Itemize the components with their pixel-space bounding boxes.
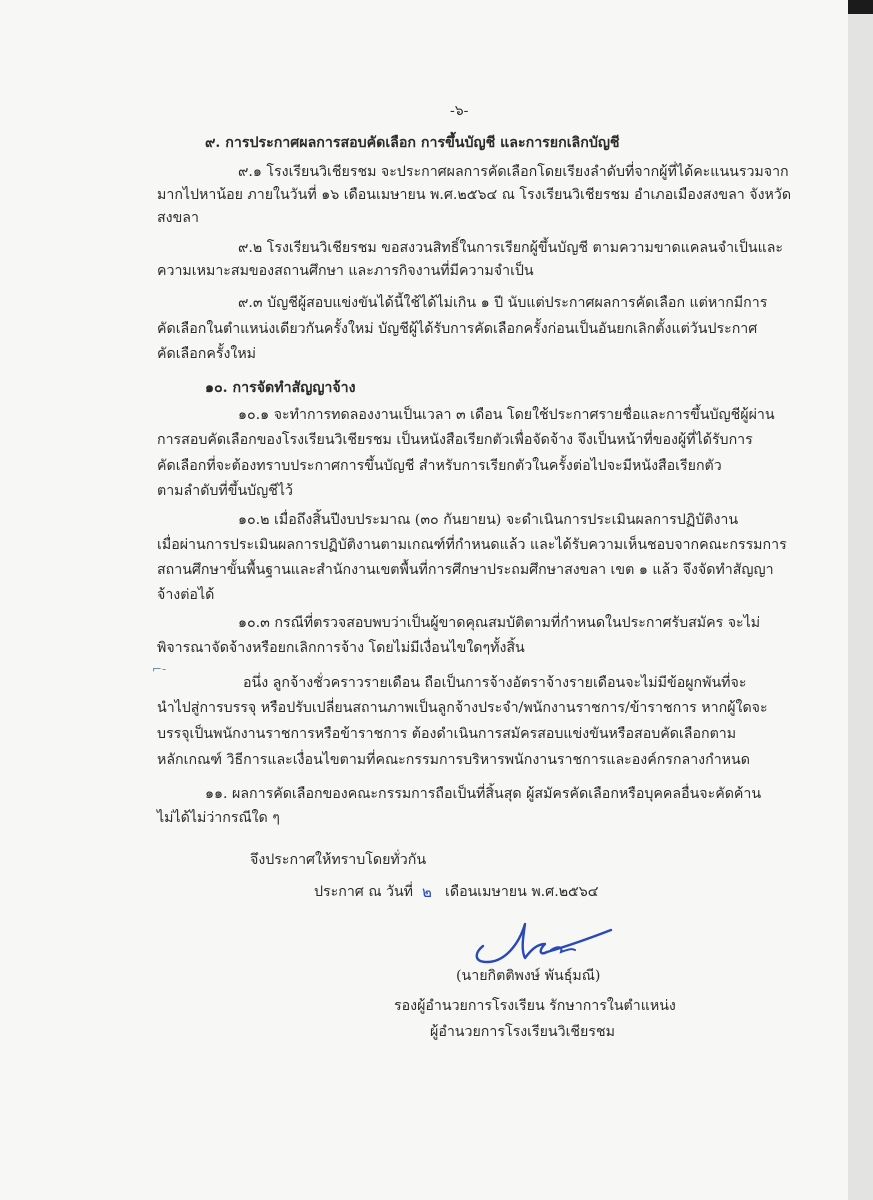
note-line-4: หลักเกณฑ์ วิธีการและเงื่อนไขตามที่คณะกรรมการบริหารพนักงานราชการและองค์กรกลางกำหนด [157,752,750,768]
section-11-line-1: ๑๑. ผลการคัดเลือกของคณะกรรมการถือเป็นที่สิ้นสุด ผู้สมัครคัดเลือกหรือบุคคลอื่นจะคัดค้าน [205,786,762,802]
note-line-1: อนึ่ง ลูกจ้างชั่วคราวรายเดือน ถือเป็นการจ้างอัตราจ้างรายเดือนจะไม่มีข้อผูกพันที่จะ [243,675,747,691]
section-10-2-line-2: เมื่อผ่านการประเมินผลการปฏิบัติงานตามเกณฑ์ที่กำหนดแล้ว และได้รับความเห็นชอบจากคณะกรรมการ [157,537,787,553]
section-9-1-line-1: ๙.๑ โรงเรียนวิเชียรชม จะประกาศผลการคัดเลือกโดยเรียงลำดับที่จากผู้ที่ได้คะแนนรวมจาก [238,164,789,180]
section-9-1-line-2: มากไปหาน้อย ภายในวันที่ ๑๖ เดือนเมษายน พ.ศ.๒๕๖๔ ณ โรงเรียนวิเชียรชม อำเภอเมืองสงขลา จังหวัด [157,187,792,203]
section-9-3-line-3: คัดเลือกครั้งใหม่ [157,346,257,362]
section-10-3-line-1: ๑๐.๓ กรณีที่ตรวจสอบพบว่าเป็นผู้ขาดคุณสมบัติตามที่กำหนดในประกาศรับสมัคร จะไม่ [238,615,761,631]
note-line-3: บรรจุเป็นพนักงานราชการหรือข้าราชการ ต้องดำเนินการสมัครสอบแข่งขันหรือสอบคัดเลือกตาม [157,726,737,742]
section-9-1-line-3: สงขลา [157,210,199,226]
scan-edge-strip [848,14,873,1200]
note-line-2: นำไปสู่การบรรจุ หรือปรับเปลี่ยนสถานภาพเป็นลูกจ้างประจำ/พนักงานราชการ/ข้าราชการ หากผู้ใดจะ [157,700,768,716]
section-9-2-line-2: ความเหมาะสมของสถานศึกษา และภารกิจงานที่มีความจำเป็น [157,263,534,279]
signatory-title-1: รองผู้อำนวยการโรงเรียน รักษาการในตำแหน่ง [394,998,676,1014]
signatory-name: (นายกิตติพงษ์ พันธุ์มณี) [456,968,601,984]
section-10-1-line-2: การสอบคัดเลือกของโรงเรียนวิเชียรชม เป็นหนังสือเรียกตัวเพื่อจัดจ้าง จึงเป็นหน้าที่ของผู้ที่ได้รับการ [157,432,753,448]
section-10-3-line-2: พิจารณาจัดจ้างหรือยกเลิกการจ้าง โดยไม่มีเงื่อนไขใดๆทั้งสิ้น [157,640,525,656]
section-11-line-2: ไม่ได้ไม่ว่ากรณีใด ๆ [157,810,280,826]
section-9-3-line-2: คัดเลือกในตำแหน่งเดียวกันครั้งใหม่ บัญชีผู้ได้รับการคัดเลือกครั้งก่อนเป็นอันยกเลิกตั้งแต่วันประกาศ [157,321,758,337]
scan-stray-mark: ⌐- [152,662,167,676]
section-9-heading: ๙. การประกาศผลการสอบคัดเลือก การขึ้นบัญชี และการยกเลิกบัญชี [205,135,620,151]
signatory-title-2: ผู้อำนวยการโรงเรียนวิเชียรชม [430,1024,615,1040]
closing-date-day: ๒ [422,883,432,901]
section-9-2-line-1: ๙.๒ โรงเรียนวิเชียรชม ขอสงวนสิทธิ์ในการเรียกผู้ขึ้นบัญชี ตามความขาดแคลนจำเป็นและ [238,240,784,256]
section-10-heading: ๑๐. การจัดทำสัญญาจ้าง [205,380,356,396]
section-10-1-line-3: คัดเลือกที่จะต้องทราบประกาศการขึ้นบัญชี สำหรับการเรียกตัวในครั้งต่อไปจะมีหนังสือเรียกตัว [157,458,722,474]
section-10-2-line-4: จ้างต่อได้ [157,587,215,603]
scan-edge-dark [848,0,873,14]
closing-date-suffix: เดือนเมษายน พ.ศ.๒๕๖๔ [445,884,599,900]
closing-announce: จึงประกาศให้ทราบโดยทั่วกัน [250,852,427,868]
section-10-2-line-3: สถานศึกษาขั้นพื้นฐานและสำนักงานเขตพื้นที่การศึกษาประถมศึกษาสงขลา เขต ๑ แล้ว จึงจัดทำสัญญา [157,562,774,578]
closing-date-prefix: ประกาศ ณ วันที่ [314,884,414,900]
section-10-1-line-4: ตามลำดับที่ขึ้นบัญชีไว้ [157,483,293,499]
section-10-1-line-1: ๑๐.๑ จะทำการทดลองงานเป็นเวลา ๓ เดือน โดยใช้ประกาศรายชื่อและการขึ้นบัญชีผู้ผ่าน [238,407,775,423]
section-10-2-line-1: ๑๐.๒ เมื่อถึงสิ้นปีงบประมาณ (๓๐ กันยายน) จะดำเนินการประเมินผลการปฏิบัติงาน [238,512,739,528]
page-number: -๖- [450,103,469,119]
signature [465,910,625,970]
section-9-3-line-1: ๙.๓ บัญชีผู้สอบแข่งขันได้นี้ใช้ได้ไม่เกิน ๑ ปี นับแต่ประกาศผลการคัดเลือก แต่หากมีการ [238,295,768,311]
